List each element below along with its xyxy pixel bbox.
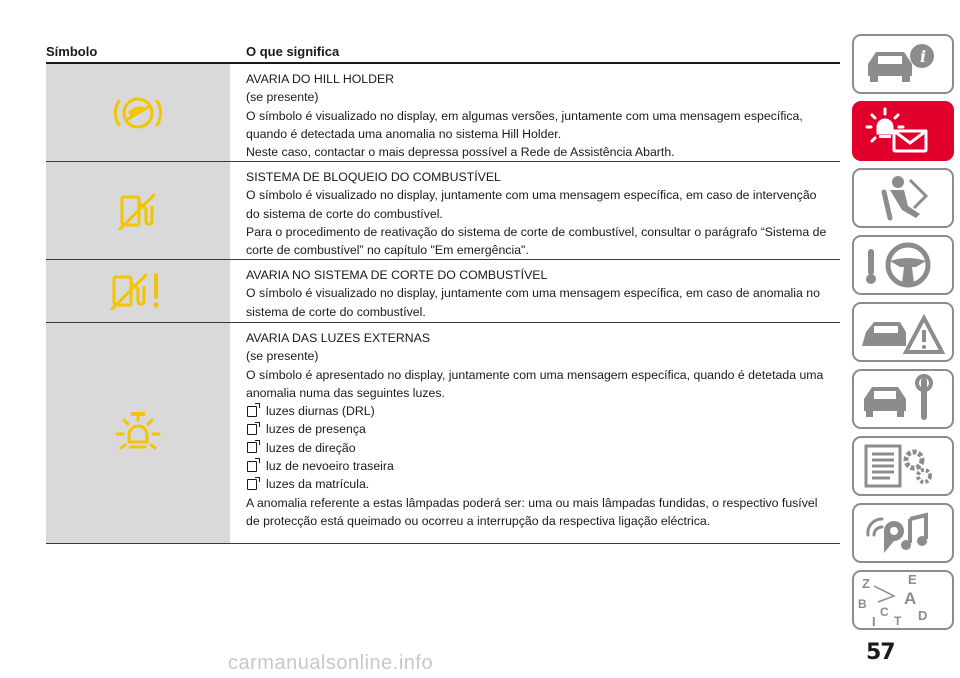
fuel-cutoff-fault-icon: [110, 269, 166, 313]
hill-holder-warning-icon: [108, 90, 168, 136]
row-description: [246, 266, 842, 321]
index-letter: B: [858, 597, 867, 611]
tab-warning-lights[interactable]: [852, 101, 954, 161]
index-letter: C: [880, 605, 889, 619]
checkbox-bullet-icon: [247, 461, 257, 472]
row-description: [246, 329, 842, 530]
row-title: SISTEMA DE BLOQUEIO DO COMBUSTÍVEL: [246, 170, 501, 184]
safety-seat-icon: [854, 170, 952, 226]
checkbox-bullet-icon: [247, 406, 257, 417]
column-header-meaning: O que significa: [246, 44, 340, 59]
row-text: O símbolo é apresentado no display, juntamente com uma mensagem específica, quando é detetada uma: [246, 367, 824, 382]
checkbox-bullet-icon: [247, 442, 257, 453]
list-item: luzes de direção: [246, 439, 842, 457]
list-item: luzes diurnas (DRL): [246, 402, 842, 420]
checkbox-bullet-icon: [247, 479, 257, 490]
row-description: [246, 70, 842, 161]
external-lights-fault-icon: [112, 410, 164, 456]
row-text: do sistema de corte do combustível.: [246, 206, 443, 221]
tab-multimedia[interactable]: [852, 503, 954, 563]
list-item: luz de nevoeiro traseira: [246, 457, 842, 475]
warning-lights-icon: [854, 103, 952, 159]
technical-data-icon: [854, 438, 952, 494]
car-info-icon: [854, 36, 952, 92]
symbol-cell: [46, 162, 230, 259]
row-text: O símbolo é visualizado no display, em algumas versões, juntamente com uma mensagem específica,: [246, 108, 803, 123]
row-text: A anomalia referente a estas lâmpadas poderá ser: uma ou mais lâmpadas fundidas, o respectivo fusível: [246, 495, 818, 510]
watermark: carmanualsonline.info: [228, 652, 434, 674]
symbol-cell: [46, 260, 230, 322]
index-letter: E: [908, 572, 917, 587]
checkbox-bullet-icon: [247, 424, 257, 435]
tab-car-info[interactable]: [852, 34, 954, 94]
row-title: AVARIA DO HILL HOLDER: [246, 72, 395, 86]
index-letter: A: [904, 589, 917, 608]
row-text: (se presente): [246, 90, 319, 105]
table-row: [46, 323, 840, 544]
row-description: [246, 168, 842, 259]
row-text: O símbolo é visualizado no display, juntamente com uma mensagem específica, em caso de intervenção: [246, 188, 817, 203]
tab-index[interactable]: [852, 570, 954, 630]
index-letter: D: [918, 608, 928, 623]
row-text: corte de combustível” no capítulo "Em emergência".: [246, 243, 529, 258]
table-header: [46, 42, 840, 64]
row-text: sistema de corte do combustível.: [246, 304, 426, 319]
index-letter: Z: [862, 576, 870, 591]
tab-maintenance[interactable]: [852, 369, 954, 429]
table-row: [46, 64, 840, 162]
fuel-block-icon: [116, 189, 160, 233]
table-row: [46, 260, 840, 323]
svg-text:i: i: [920, 47, 927, 66]
row-text: (se presente): [246, 349, 319, 364]
page-number: 57: [866, 640, 895, 665]
row-title: AVARIA DAS LUZES EXTERNAS: [246, 331, 431, 345]
row-text: O símbolo é visualizado no display, juntamente com uma mensagem específica, em caso de anomalia no: [246, 286, 820, 301]
table-row: [46, 162, 840, 260]
steering-wheel-icon: [854, 237, 952, 293]
tab-technical-data[interactable]: [852, 436, 954, 496]
emergency-icon: [854, 304, 952, 360]
tab-emergency[interactable]: [852, 302, 954, 362]
row-text: de protecção está queimado ou ocorreu a interrupção da respectiva ligação eléctrica.: [246, 513, 711, 528]
list-item: luzes da matrícula.: [246, 475, 842, 493]
symbol-cell: [46, 323, 230, 543]
list-item: luzes de presença: [246, 420, 842, 438]
row-title: AVARIA NO SISTEMA DE CORTE DO COMBUSTÍVEL: [246, 268, 548, 282]
row-text: Neste caso, contactar o mais depressa possível a Rede de Assistência Abarth.: [246, 145, 675, 160]
index-letter: I: [872, 614, 876, 628]
column-header-symbol: Símbolo: [46, 44, 98, 59]
row-text: Para o procedimento de reativação do sistema de corte de combustível, consultar o parágrafo “Sistema de: [246, 224, 827, 239]
tab-safety[interactable]: [852, 168, 954, 228]
maintenance-icon: [854, 371, 952, 427]
row-text: anomalia numa das seguintes luzes.: [246, 385, 445, 400]
row-text: quando é detectada uma anomalia no sistema Hill Holder.: [246, 126, 562, 141]
index-letter: T: [894, 614, 902, 628]
index-icon: [854, 572, 952, 628]
tab-driving[interactable]: [852, 235, 954, 295]
multimedia-icon: [854, 505, 952, 561]
symbol-cell: [46, 64, 230, 161]
